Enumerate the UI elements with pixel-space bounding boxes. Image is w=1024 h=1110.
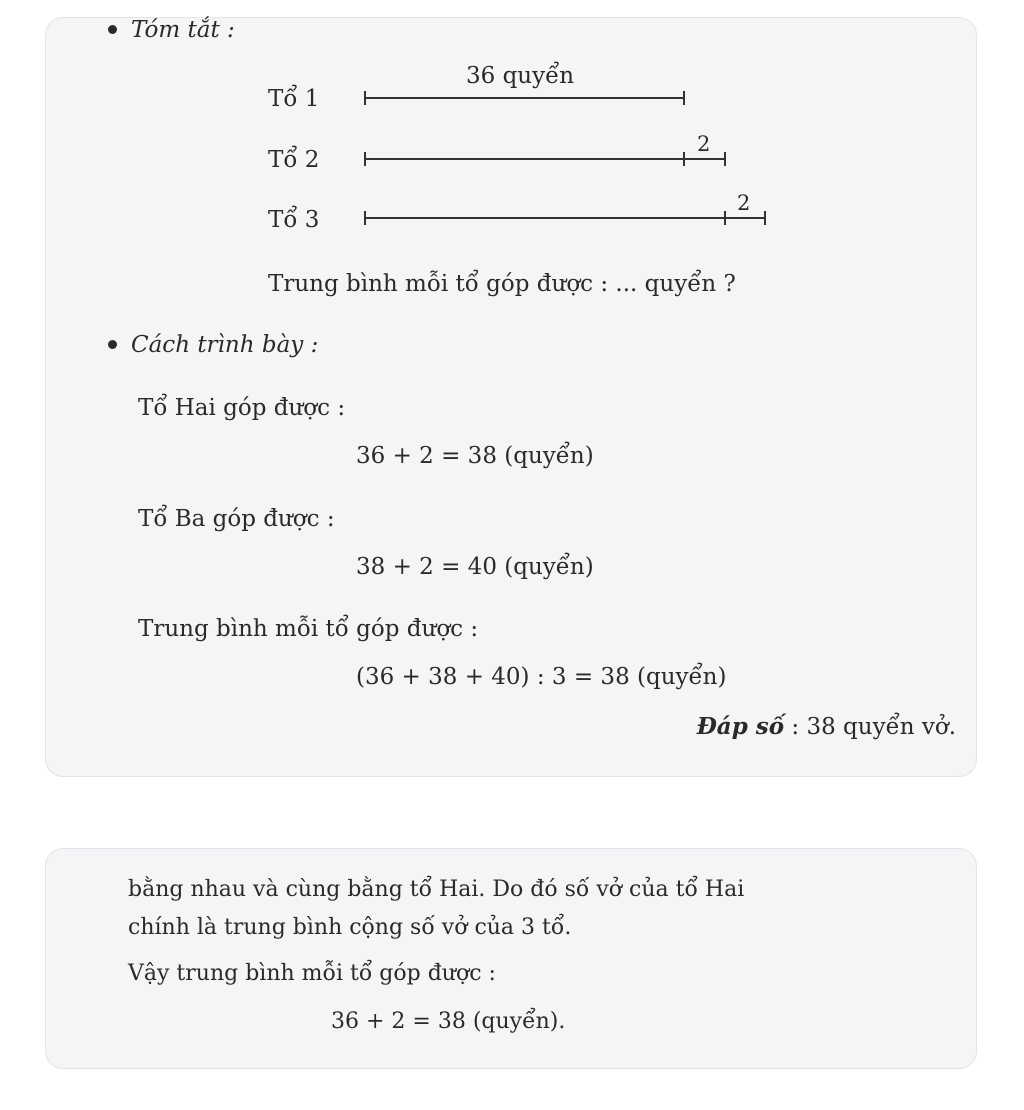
solution-card <box>45 17 977 777</box>
presentation-heading-text: Cách trình bày : <box>131 332 319 358</box>
answer-value: : 38 quyển vở. <box>784 714 956 740</box>
answer-line <box>697 713 956 741</box>
alt-line: bằng nhau và cùng bằng tổ Hai. Do đó số vở của tổ Hai <box>128 877 745 902</box>
step-equation: 38 + 2 = 40 (quyển) <box>356 554 594 580</box>
bullet-icon <box>108 25 117 34</box>
step-label: Trung bình mỗi tổ góp được : <box>138 616 479 642</box>
step-equation: 36 + 2 = 38 (quyển) <box>356 443 594 469</box>
alternative-card <box>45 848 977 1069</box>
summary-question: Trung bình mỗi tổ góp được : ... quyển ? <box>268 271 736 297</box>
alt-equation: 36 + 2 = 38 (quyển). <box>331 1009 566 1034</box>
row-label-to-2: Tổ 2 <box>268 147 320 173</box>
alt-line: chính là trung bình cộng số vở của 3 tổ. <box>128 915 572 940</box>
segment-extra-label: 2 <box>697 132 711 156</box>
summary-heading-text: Tóm tắt : <box>131 17 235 43</box>
answer-label: Đáp số <box>696 713 785 740</box>
step-label: Tổ Ba góp được : <box>138 506 335 532</box>
step-label: Tổ Hai góp được : <box>138 395 346 421</box>
segment-extra-label: 2 <box>737 191 751 215</box>
alt-line: Vậy trung bình mỗi tổ góp được : <box>128 961 496 986</box>
segment-length-label: 36 quyển <box>466 63 575 89</box>
row-label-to-3: Tổ 3 <box>268 207 320 233</box>
presentation-heading <box>108 331 318 359</box>
bullet-icon <box>108 340 117 349</box>
step-equation: (36 + 38 + 40) : 3 = 38 (quyển) <box>356 664 727 690</box>
row-label-to-1: Tổ 1 <box>268 86 320 112</box>
summary-heading <box>108 16 235 44</box>
